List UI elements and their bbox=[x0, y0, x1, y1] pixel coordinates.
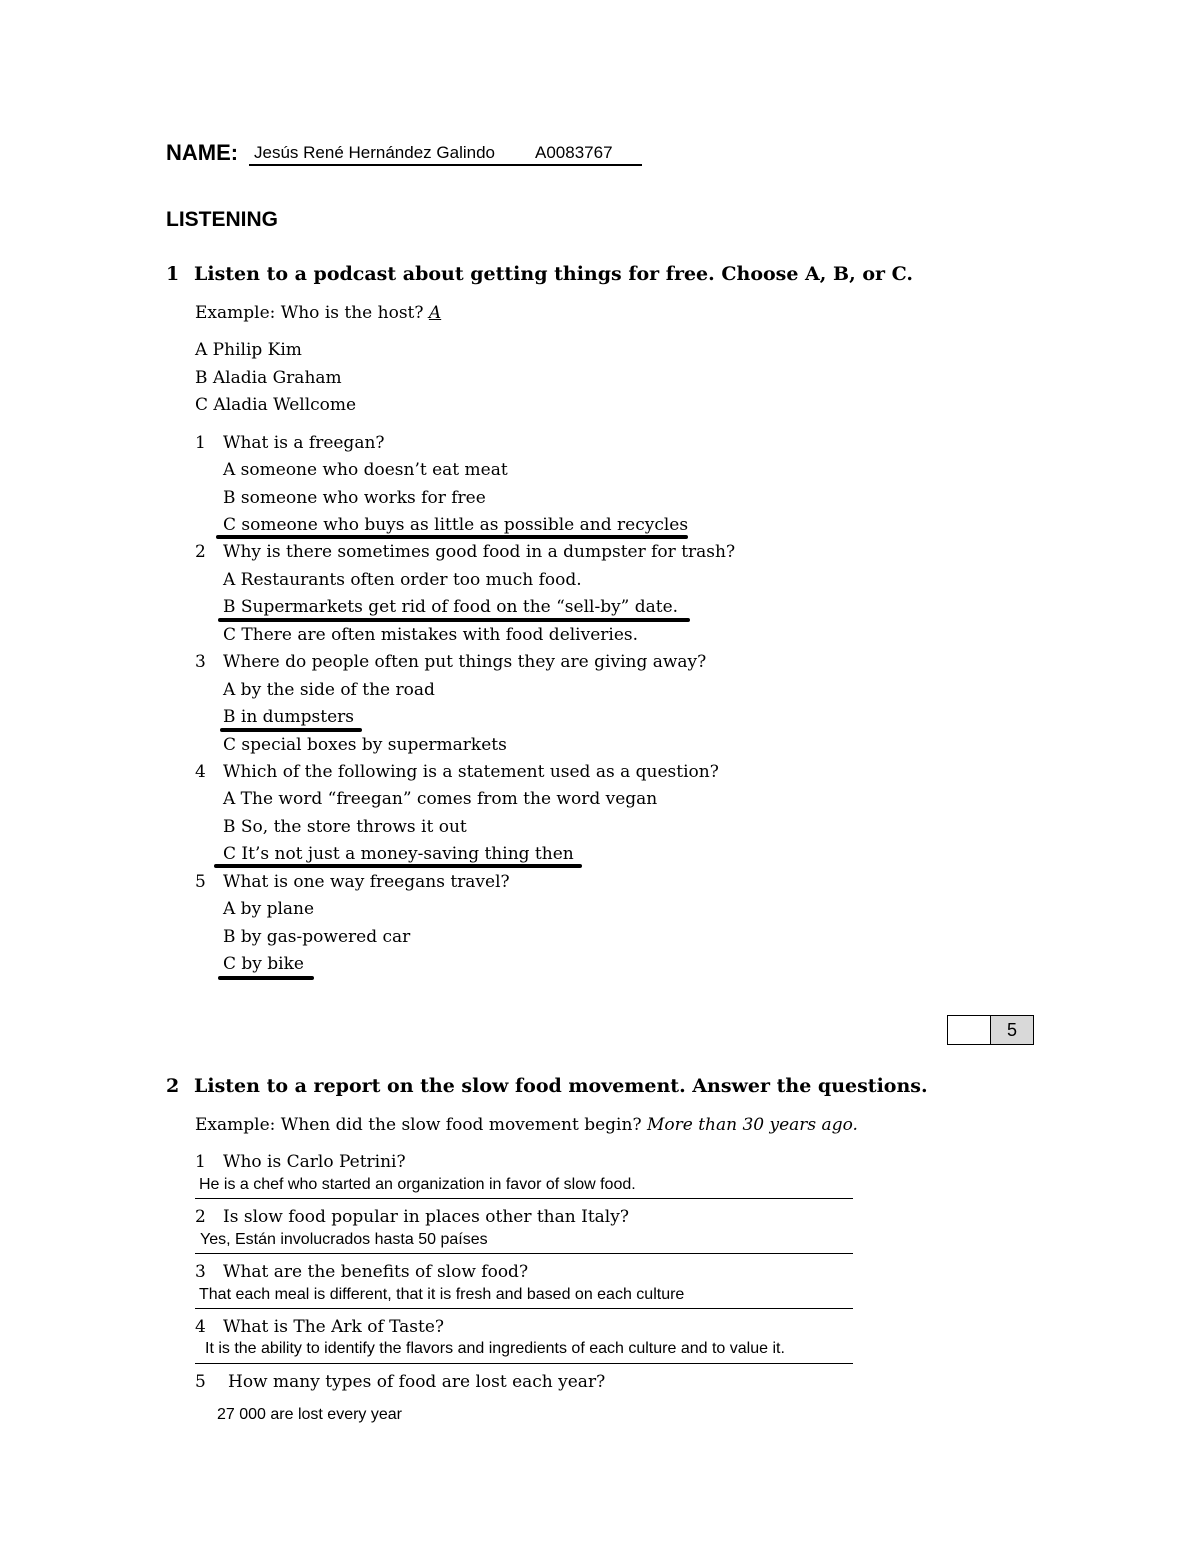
score-max-box: 5 bbox=[990, 1015, 1034, 1045]
option-c-selected[interactable]: C It’s not just a money-saving thing then bbox=[223, 844, 574, 864]
answer-line bbox=[195, 1308, 853, 1309]
question-number: 5 bbox=[195, 1372, 206, 1392]
question-number: 2 bbox=[195, 1207, 206, 1227]
answer-text[interactable]: That each meal is different, that it is fresh and based on each culture bbox=[199, 1286, 685, 1303]
answer-text[interactable]: 27 000 are lost every year bbox=[217, 1406, 402, 1423]
example-answer: A bbox=[428, 303, 442, 323]
question-text: How many types of food are lost each year? bbox=[228, 1372, 606, 1392]
option-c-selected[interactable]: C by bike bbox=[223, 954, 304, 974]
option-a[interactable]: A someone who doesn’t eat meat bbox=[223, 460, 508, 480]
question-text: Is slow food popular in places other than Italy? bbox=[223, 1207, 629, 1227]
option-a[interactable]: A by the side of the road bbox=[223, 680, 435, 700]
question-number: 3 bbox=[195, 652, 206, 672]
question-number: 2 bbox=[195, 542, 206, 562]
part1-example bbox=[195, 303, 441, 323]
question-number: 3 bbox=[195, 1262, 206, 1282]
question-number: 4 bbox=[195, 1317, 206, 1337]
selection-underline bbox=[218, 976, 314, 980]
question-number: 1 bbox=[195, 433, 206, 453]
selection-underline bbox=[214, 864, 582, 868]
option-b[interactable]: B by gas-powered car bbox=[223, 927, 411, 947]
question-text: Which of the following is a statement used as a question? bbox=[223, 762, 719, 782]
part1-number: 1 bbox=[166, 263, 180, 285]
option-a[interactable]: A Restaurants often order too much food. bbox=[223, 570, 582, 590]
selection-underline bbox=[216, 535, 688, 539]
answer-line bbox=[195, 1198, 853, 1199]
example-option: A Philip Kim bbox=[195, 340, 302, 360]
example-option: C Aladia Wellcome bbox=[195, 395, 357, 415]
question-text: What is a freegan? bbox=[223, 433, 385, 453]
option-c[interactable]: C special boxes by supermarkets bbox=[223, 735, 507, 755]
option-a[interactable]: A by plane bbox=[223, 899, 315, 919]
part2-instruction: Listen to a report on the slow food movement. Answer the questions. bbox=[194, 1075, 928, 1097]
question-number: 5 bbox=[195, 872, 206, 892]
answer-line bbox=[195, 1253, 853, 1254]
question-text: What are the benefits of slow food? bbox=[223, 1262, 529, 1282]
name-underline bbox=[249, 164, 642, 166]
answer-text[interactable]: He is a chef who started an organization in favor of slow food. bbox=[199, 1176, 636, 1193]
name-label: NAME: bbox=[166, 140, 239, 165]
answer-line bbox=[195, 1363, 853, 1364]
part2-number: 2 bbox=[166, 1075, 180, 1097]
option-a[interactable]: A The word “freegan” comes from the word vegan bbox=[223, 789, 658, 809]
example-question: Example: When did the slow food movement begin? bbox=[195, 1115, 642, 1135]
option-b-selected[interactable]: B in dumpsters bbox=[223, 707, 354, 727]
option-c[interactable]: C There are often mistakes with food deliveries. bbox=[223, 625, 639, 645]
question-text: Why is there sometimes good food in a dumpster for trash? bbox=[223, 542, 736, 562]
student-id: A0083767 bbox=[535, 143, 613, 162]
part2-example bbox=[195, 1115, 858, 1135]
question-text: What is one way freegans travel? bbox=[223, 872, 510, 892]
selection-underline bbox=[220, 728, 362, 732]
selection-underline bbox=[218, 618, 690, 622]
example-answer: More than 30 years ago. bbox=[646, 1115, 858, 1135]
section-title: LISTENING bbox=[166, 208, 279, 231]
question-number: 1 bbox=[195, 1152, 206, 1172]
option-b[interactable]: B So, the store throws it out bbox=[223, 817, 467, 837]
question-text: What is The Ark of Taste? bbox=[223, 1317, 445, 1337]
option-b-selected[interactable]: B Supermarkets get rid of food on the “sell-by” date. bbox=[223, 597, 679, 617]
question-text: Who is Carlo Petrini? bbox=[223, 1152, 406, 1172]
part1-instruction: Listen to a podcast about getting things for free. Choose A, B, or C. bbox=[194, 263, 914, 285]
question-text: Where do people often put things they are giving away? bbox=[223, 652, 707, 672]
answer-text[interactable]: It is the ability to identify the flavors and ingredients of each culture and to value it. bbox=[205, 1340, 785, 1357]
question-number: 4 bbox=[195, 762, 206, 782]
option-c-selected[interactable]: C someone who buys as little as possible and recycles bbox=[223, 515, 689, 535]
score-blank-box[interactable] bbox=[947, 1015, 992, 1045]
student-name: Jesús René Hernández Galindo bbox=[254, 143, 495, 162]
answer-text[interactable]: Yes, Están involucrados hasta 50 países bbox=[200, 1231, 488, 1248]
example-question: Example: Who is the host? bbox=[195, 303, 424, 323]
example-option: B Aladia Graham bbox=[195, 368, 342, 388]
option-b[interactable]: B someone who works for free bbox=[223, 488, 486, 508]
